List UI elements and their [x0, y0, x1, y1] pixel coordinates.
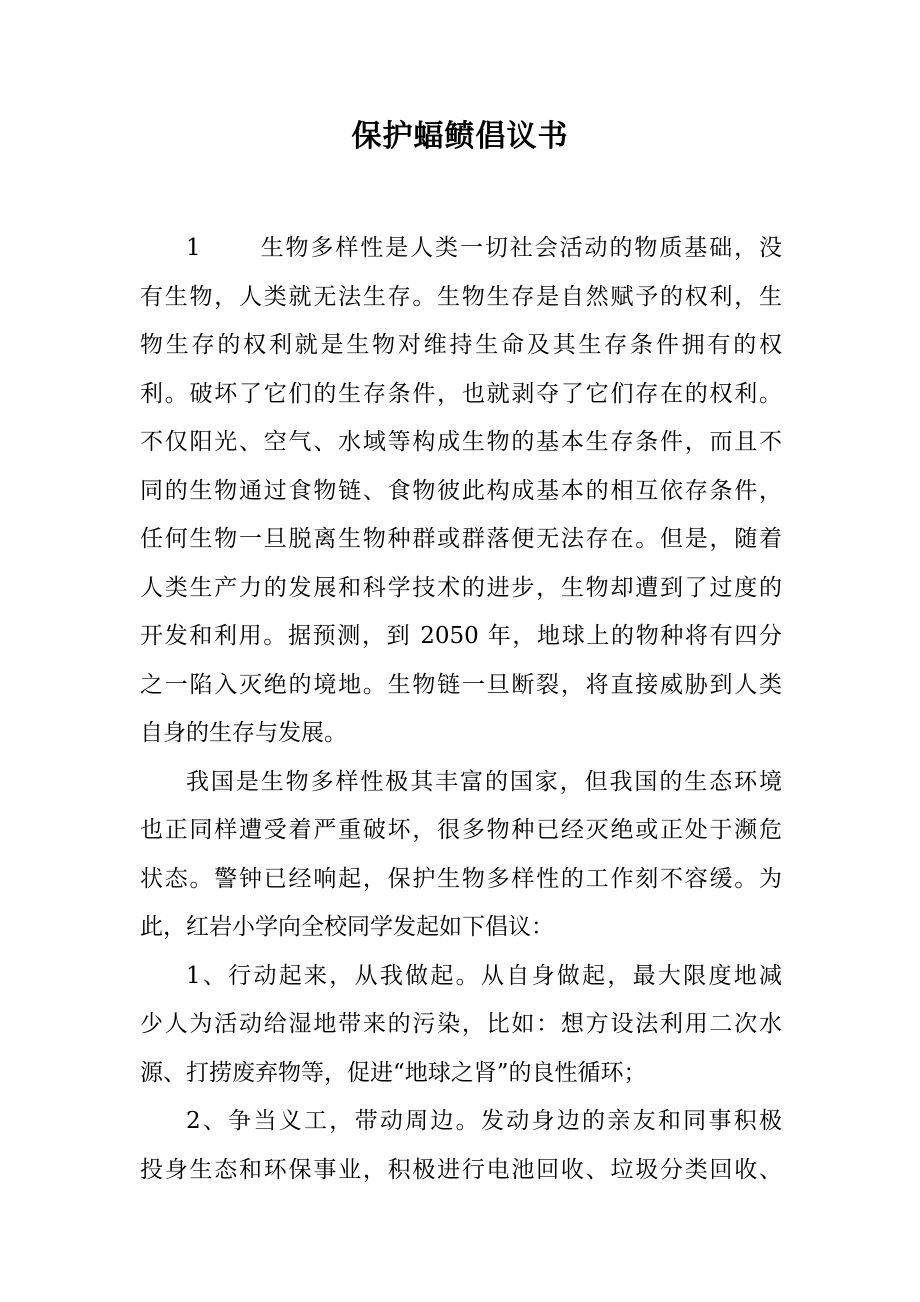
- paragraph-line: 少人为活动给湿地带来的污染，比如：想方设法利用二次水: [140, 1011, 782, 1037]
- paragraph-2: [140, 758, 782, 952]
- paragraph-3: [140, 952, 782, 1098]
- paragraph-line: 开发和利用。据预测，到 2050 年，地球上的物种将有四分: [140, 623, 782, 649]
- document-title: 保护蝠鲼倡议书: [351, 119, 569, 154]
- paragraph-line: 人类生产力的发展和科学技术的进步，生物却遭到了过度的: [140, 574, 782, 601]
- paragraph-line: 源、打捞废弃物等，促进“地球之肾”的良性循环；: [140, 1059, 647, 1086]
- paragraph-line: 我国是生物多样性极其丰富的国家，但我国的生态环境: [186, 768, 782, 795]
- paragraph-number: 1: [186, 235, 201, 261]
- paragraph-line: 利。破坏了它们的生存条件，也就剥夺了它们存在的权利。: [140, 380, 782, 407]
- paragraph-line: [140, 224, 782, 273]
- paragraph-line: 此，红岩小学向全校同学发起如下倡议：: [140, 914, 554, 940]
- paragraph-line: 投身生态和环保事业，积极进行电池回收、垃圾分类回收、: [140, 1156, 782, 1183]
- paragraph-line: 自身的生存与发展。: [140, 720, 347, 746]
- paragraph-1: [140, 224, 782, 758]
- paragraph-4: [140, 1097, 782, 1194]
- paragraph-line: 状态。警钟已经响起，保护生物多样性的工作刻不容缓。为: [140, 865, 782, 892]
- line-text: 生物多样性是人类一切社会活动的物质基础，没: [258, 235, 782, 261]
- paragraph-line: 任何生物一旦脱离生物种群或群落便无法存在。但是，随着: [140, 526, 782, 552]
- paragraph-line: 不仅阳光、空气、水域等构成生物的基本生存条件，而且不: [140, 429, 782, 455]
- paragraph-line: 也正同样遭受着严重破坏，很多物种已经灭绝或正处于濒危: [140, 817, 782, 843]
- paragraph-line: 物生存的权利就是生物对维持生命及其生存条件拥有的权: [140, 332, 782, 358]
- paragraph-line: 之一陷入灭绝的境地。生物链一旦断裂，将直接威胁到人类: [140, 671, 782, 698]
- paragraph-line: 同的生物通过食物链、食物彼此构成基本的相互依存条件，: [140, 477, 782, 504]
- paragraph-line: 1、行动起来，从我做起。从自身做起，最大限度地减: [186, 962, 782, 989]
- document-body: [140, 224, 782, 1194]
- paragraph-line: 2、争当义工，带动周边。发动身边的亲友和同事积极: [186, 1108, 782, 1134]
- paragraph-line: 有生物，人类就无法生存。生物生存是自然赋予的权利，生: [140, 283, 782, 310]
